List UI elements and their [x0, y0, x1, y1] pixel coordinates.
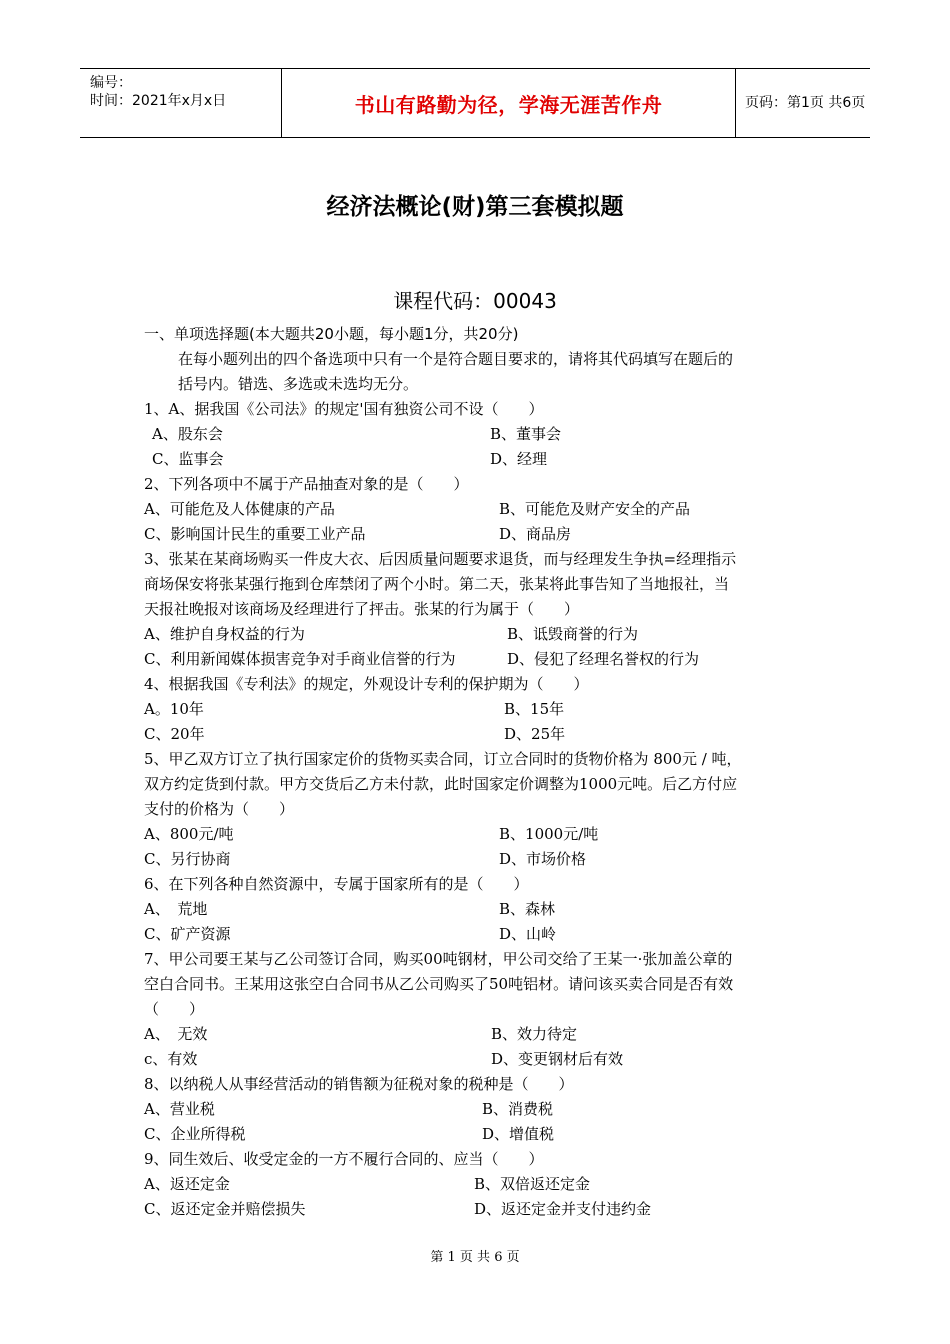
- option-text: B、森林: [499, 900, 556, 918]
- option-row: [144, 447, 814, 472]
- option-text: D、市场价格: [499, 850, 587, 868]
- question-text: 双方约定货到付款。甲方交货后乙方未付款，此时国家定价调整为1000元吨。后乙方付应: [144, 775, 738, 793]
- option-row: [144, 1172, 814, 1197]
- option-text: C、另行协商: [144, 850, 231, 868]
- option-text: A、 荒地: [144, 900, 208, 918]
- option-text: C、利用新闻媒体损害竞争对手商业信誉的行为: [144, 650, 456, 668]
- header-motto-cell: [281, 69, 736, 137]
- question-text: 商场保安将张某强行拖到仓库禁闭了两个小时。第二天，张某将此事告知了当地报社，当: [144, 575, 730, 593]
- option-row: [144, 722, 814, 747]
- exam-content: [144, 322, 814, 1222]
- option-text: A。10年: [144, 700, 204, 718]
- option-row: [144, 622, 814, 647]
- option-text: B、诋毁商誉的行为: [507, 625, 639, 643]
- question-item: [144, 672, 814, 747]
- option-row: [144, 422, 814, 447]
- course-code: 课程代码：00043: [393, 289, 557, 313]
- question-item: [144, 397, 814, 472]
- option-text: D、变更钢材后有效: [491, 1050, 624, 1068]
- page-info: 页码：第1页 共6页: [745, 95, 866, 111]
- header-meta: [80, 69, 281, 137]
- question-text: 空白合同书。王某用这张空白合同书从乙公司购买了50吨铝材。请问该买卖合同是否有效: [144, 975, 734, 993]
- number-label: 编号：: [90, 75, 132, 91]
- header-page-cell: [735, 69, 870, 137]
- option-text: D、山岭: [499, 925, 557, 943]
- question-text: 天报社晚报对该商场及经理进行了抨击。张某的行为属于（ ）: [144, 600, 580, 618]
- option-text: A、维护自身权益的行为: [144, 625, 305, 643]
- option-text: D、返还定金并支付违约金: [474, 1200, 652, 1218]
- question-text: 支付的价格为（ ）: [144, 800, 295, 818]
- option-text: C、20年: [144, 725, 205, 743]
- question-text: 5、甲乙双方订立了执行国家定价的货物买卖合同，订立合同时的货物价格为 800元 / 吨，: [144, 750, 742, 768]
- question-item: [144, 472, 814, 547]
- option-row: [144, 1122, 814, 1147]
- option-text: B、效力待定: [491, 1025, 578, 1043]
- option-row: [144, 1047, 814, 1072]
- option-text: C、影响国计民生的重要工业产品: [144, 525, 366, 543]
- option-text: D、侵犯了经理名誉权的行为: [507, 650, 700, 668]
- option-row: [144, 897, 814, 922]
- option-row: [144, 697, 814, 722]
- option-text: C、返还定金并赔偿损失: [144, 1200, 306, 1218]
- document-title: 经济法概论(财)第三套模拟题: [326, 194, 624, 220]
- option-text: c、有效: [144, 1050, 198, 1068]
- option-text: B、消费税: [482, 1100, 554, 1118]
- question-text: 3、张某在某商场购买一件皮大衣、后因质量问题要求退货，而与经理发生争执=经理指示: [144, 550, 737, 568]
- question-text: 9、同生效后、收受定金的一方不履行合同的、应当（ ）: [144, 1150, 544, 1168]
- question-item: [144, 1072, 814, 1147]
- option-text: A、800元/吨: [144, 825, 234, 843]
- time-label: 时间：2021年x月x日: [90, 93, 227, 109]
- option-text: A、可能危及人体健康的产品: [144, 500, 335, 518]
- option-text: C、监事会: [152, 450, 224, 468]
- question-text: 1、A、据我国《公司法》的规定'国有独资公司不设（ ）: [144, 400, 544, 418]
- question-item: [144, 1147, 814, 1222]
- question-item: [144, 872, 814, 947]
- option-row: [144, 1022, 814, 1047]
- motto-text: 书山有路勤为径，学海无涯苦作舟: [354, 92, 663, 117]
- option-text: C、矿产资源: [144, 925, 231, 943]
- option-text: D、25年: [504, 725, 566, 743]
- option-text: B、1000元/吨: [499, 825, 599, 843]
- option-row: [144, 522, 814, 547]
- question-text: 2、下列各项中不属于产品抽查对象的是（ ）: [144, 475, 469, 493]
- question-item: [144, 547, 814, 672]
- option-text: A、 无效: [144, 1025, 208, 1043]
- option-text: A、营业税: [144, 1100, 215, 1118]
- question-item: [144, 947, 814, 1072]
- option-row: [144, 497, 814, 522]
- section-heading: 一、单项选择题(本大题共20小题，每小题1分，共20分): [144, 325, 519, 343]
- option-row: [144, 847, 814, 872]
- option-text: A、股东会: [152, 425, 223, 443]
- instruction-line: 括号内。错选、多选或未选均无分。: [178, 375, 419, 393]
- question-text: （ ）: [144, 1000, 205, 1018]
- option-text: B、双倍返还定金: [474, 1175, 591, 1193]
- question-text: 6、在下列各种自然资源中，专属于国家所有的是（ ）: [144, 875, 529, 893]
- option-text: B、15年: [504, 700, 565, 718]
- option-text: C、企业所得税: [144, 1125, 246, 1143]
- instruction-line: 在每小题列出的四个备选项中只有一个是符合题目要求的，请将其代码填写在题后的: [178, 350, 734, 368]
- option-text: D、增值税: [482, 1125, 555, 1143]
- question-item: [144, 747, 814, 872]
- option-row: [144, 822, 814, 847]
- option-text: D、经理: [490, 450, 548, 468]
- question-list: [144, 397, 814, 1222]
- question-text: 7、甲公司要王某与乙公司签订合同，购买00吨钢材，甲公司交给了王某一·张加盖公章的: [144, 950, 733, 968]
- page-footer: 第 1 页 共 6 页: [430, 1250, 520, 1265]
- option-text: B、可能危及财产安全的产品: [499, 500, 691, 518]
- option-row: [144, 922, 814, 947]
- option-row: [144, 647, 814, 672]
- option-text: A、返还定金: [144, 1175, 230, 1193]
- option-text: D、商品房: [499, 525, 572, 543]
- option-text: B、董事会: [490, 425, 562, 443]
- question-text: 4、根据我国《专利法》的规定，外观设计专利的保护期为（ ）: [144, 675, 589, 693]
- option-row: [144, 1197, 814, 1222]
- option-row: [144, 1097, 814, 1122]
- page-header: [80, 68, 870, 138]
- question-text: 8、以纳税人从事经营活动的销售额为征税对象的税种是（ ）: [144, 1075, 574, 1093]
